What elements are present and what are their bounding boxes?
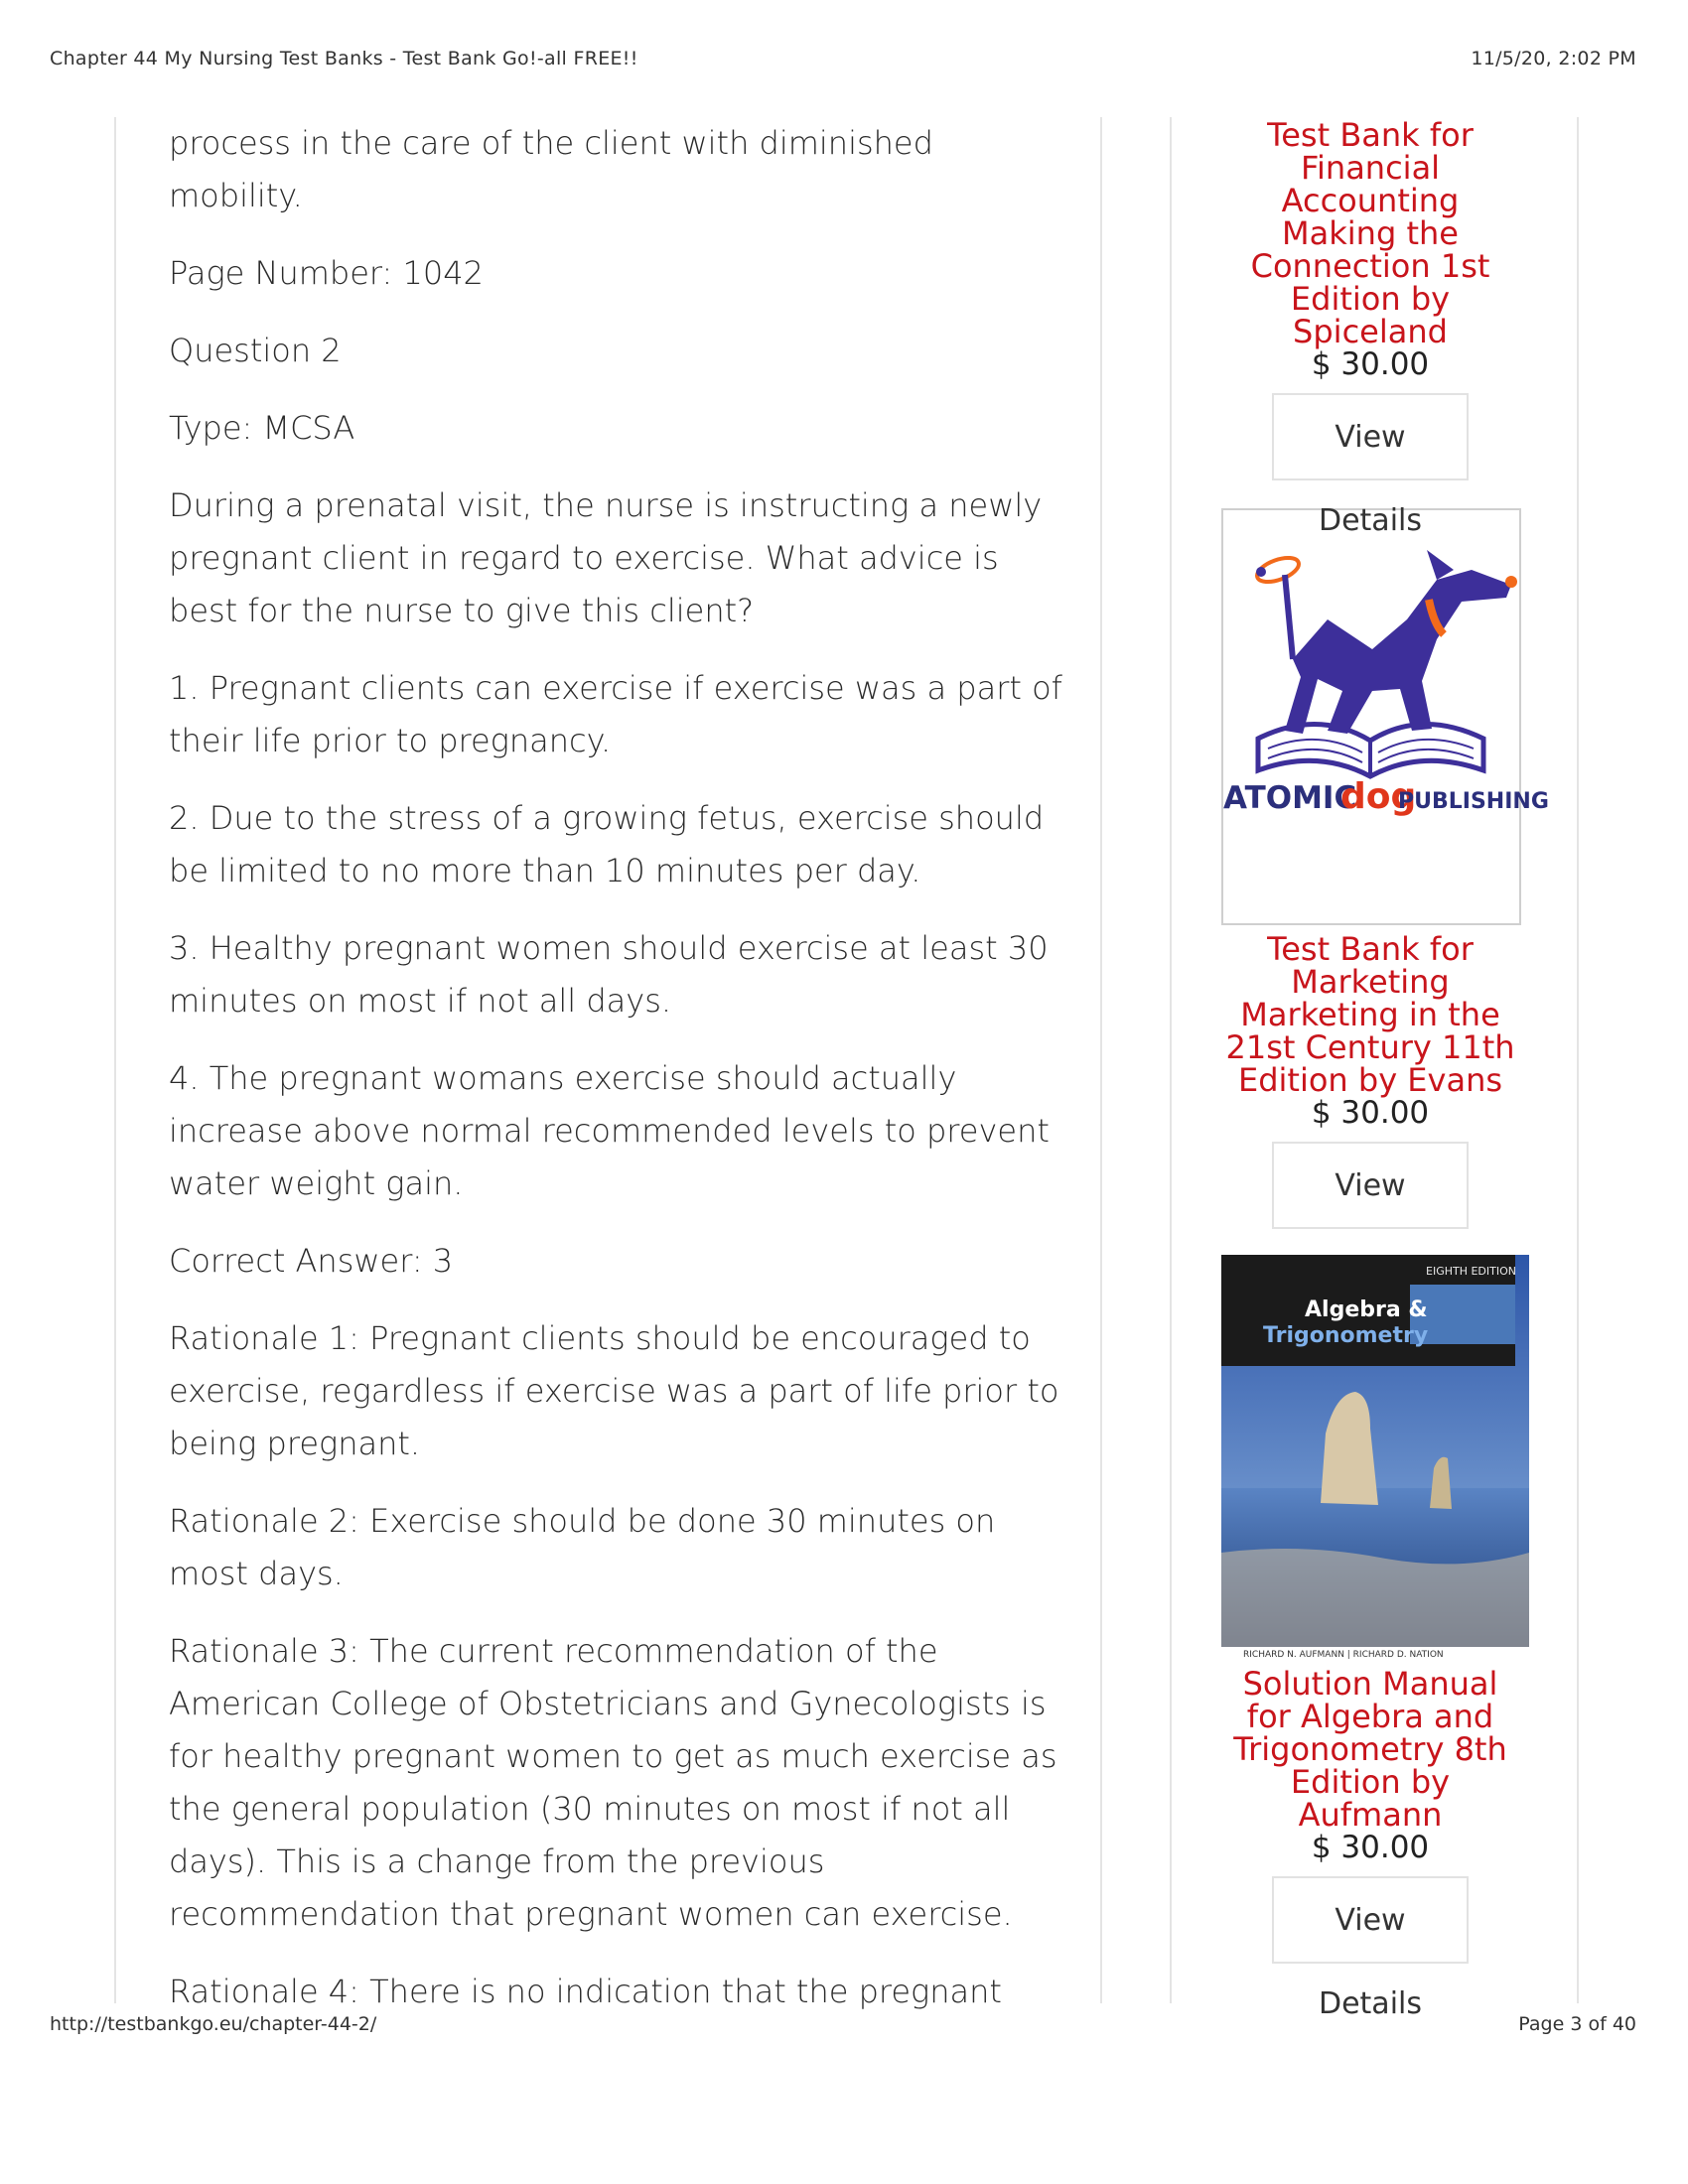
view-details-button[interactable]: View bbox=[1272, 393, 1469, 480]
answer-option-2: 2. Due to the stress of a growing fetus, exercise should be limited to no more than 10 minutes per day. bbox=[169, 799, 1045, 889]
product-price: $ 30.00 bbox=[1311, 1830, 1430, 1865]
cover-edition-text: EIGHTH EDITION bbox=[1426, 1265, 1516, 1278]
rationale-3: Rationale 3: The current recommendation of the American College of Obstetricians and Gynecologists is for healthy pregnant women to get as much exercise as the general population (30 minutes on most if not all days). This is a change from the previous recommendation that pregnant women can exercise. bbox=[169, 1632, 1057, 1933]
question-stem: During a prenatal visit, the nurse is instructing a newly pregnant client in regard to exercise. What advice is best for the nurse to give this client? bbox=[169, 486, 1043, 629]
correct-answer: Correct Answer: 3 bbox=[169, 1242, 454, 1280]
print-footer-url: http://testbankgo.eu/chapter-44-2/ bbox=[50, 2013, 377, 2035]
rationale-1: Rationale 1: Pregnant clients should be encouraged to exercise, regardless if exercise was a part of life prior to being pregnant. bbox=[169, 1319, 1059, 1462]
cover-title-line1: Algebra & bbox=[1305, 1297, 1428, 1322]
algebra-trigonometry-cover-image[interactable] bbox=[1221, 1255, 1529, 1660]
product-card bbox=[1221, 508, 1549, 1229]
view-details-button[interactable]: View Details bbox=[1272, 1876, 1469, 1964]
atomic-dog-logo-image bbox=[1223, 510, 1549, 923]
answer-option-3: 3. Healthy pregnant women should exercise at least 30 minutes on most if not all days. bbox=[169, 929, 1049, 1020]
view-details-button[interactable]: View bbox=[1272, 1142, 1469, 1229]
question-type: Type: MCSA bbox=[169, 409, 355, 447]
product-title-link[interactable]: Solution Manual for Algebra and Trigonometry 8th Edition by Aufmann bbox=[1233, 1665, 1507, 1834]
cover-title-line2: Trigonometry bbox=[1263, 1323, 1429, 1348]
rationale-2: Rationale 2: Exercise should be done 30 minutes on most days. bbox=[169, 1502, 996, 1592]
paragraph: process in the care of the client with diminished mobility. bbox=[169, 124, 933, 214]
book-cover-image bbox=[1221, 1255, 1529, 1660]
product-price: $ 30.00 bbox=[1311, 1095, 1430, 1131]
logo-text-publishing: PUBLISHING bbox=[1398, 789, 1549, 814]
rationale-4: Rationale 4: There is no indication that the pregnant bbox=[169, 1973, 1002, 2010]
product-sidebar bbox=[1221, 116, 1549, 2021]
question-number: Question 2 bbox=[169, 332, 342, 369]
sidebar-border-right bbox=[1577, 117, 1579, 2003]
logo-text-atomic: ATOMIC bbox=[1223, 780, 1357, 816]
article-body bbox=[169, 117, 1062, 2043]
product-price: $ 30.00 bbox=[1311, 346, 1430, 382]
print-header-datetime: 11/5/20, 2:02 PM bbox=[1471, 48, 1636, 69]
atomic-dog-publishing-cover-image[interactable] bbox=[1221, 508, 1549, 925]
answer-option-1: 1. Pregnant clients can exercise if exercise was a part of their life prior to pregnancy. bbox=[169, 669, 1062, 759]
content-border-right bbox=[1100, 117, 1102, 2003]
logo-text-dog: dog bbox=[1340, 776, 1417, 817]
product-card bbox=[1221, 116, 1519, 480]
page-number-text: Page Number: 1042 bbox=[169, 254, 484, 292]
answer-option-4: 4. The pregnant womans exercise should actually increase above normal recommended levels to prevent water weight gain. bbox=[169, 1059, 1050, 1202]
product-title-link[interactable]: Test Bank for Financial Accounting Making the Connection 1st Edition by Spiceland bbox=[1250, 116, 1490, 350]
print-footer-page-number: Page 3 of 40 bbox=[1518, 2013, 1636, 2035]
cover-authors-text: RICHARD N. AUFMANN | RICHARD D. NATION bbox=[1243, 1650, 1444, 1660]
product-title-link[interactable]: Test Bank for Marketing Marketing in the 21st Century 11th Edition by Evans bbox=[1225, 930, 1515, 1099]
print-header-title: Chapter 44 My Nursing Test Banks - Test Bank Go!-all FREE!! bbox=[50, 48, 638, 69]
content-border-left bbox=[114, 117, 116, 2003]
product-card bbox=[1221, 1255, 1519, 2021]
sidebar-border-left bbox=[1170, 117, 1172, 2003]
